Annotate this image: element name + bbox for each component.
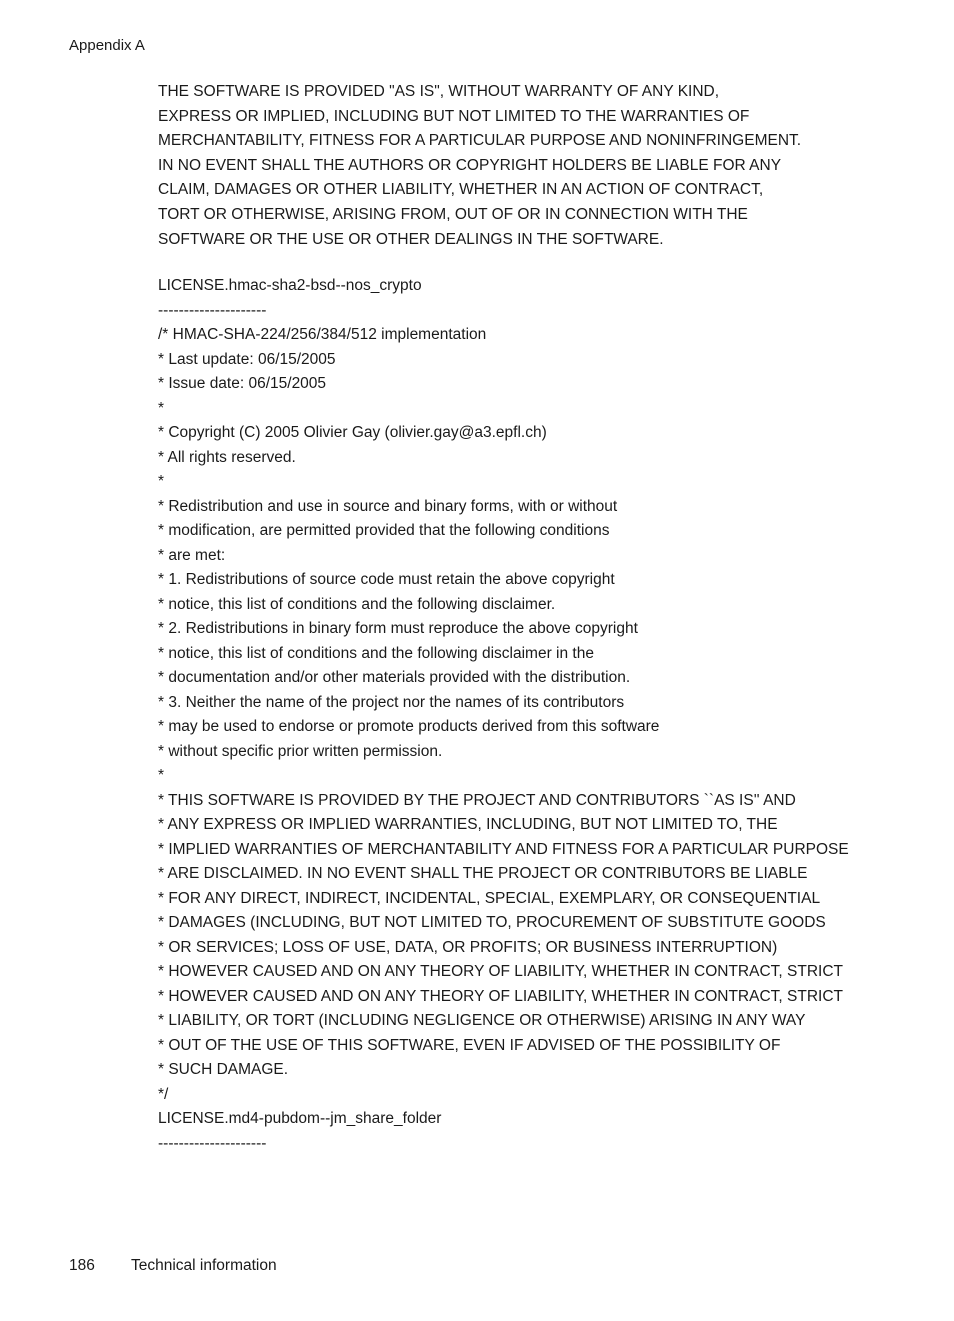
paragraph-line: EXPRESS OR IMPLIED, INCLUDING BUT NOT LIMITED TO THE WARRANTIES OF (158, 107, 750, 125)
text-line: * 1. Redistributions of source code must retain the above copyright (158, 571, 615, 588)
paragraph-line: THE SOFTWARE IS PROVIDED "AS IS", WITHOUT WARRANTY OF ANY KIND, (158, 83, 720, 100)
footer-title: Technical information (131, 1257, 277, 1274)
text-line: * HOWEVER CAUSED AND ON ANY THEORY OF LIABILITY, WHETHER IN CONTRACT, STRICT (158, 963, 843, 980)
license-title: LICENSE.md4-pubdom--jm_share_folder (158, 1110, 442, 1127)
text-line: * Redistribution and use in source and binary forms, with or without (158, 497, 618, 515)
text-line: * ANY EXPRESS OR IMPLIED WARRANTIES, INCLUDING, BUT NOT LIMITED TO, THE (158, 816, 778, 833)
text-line: * All rights reserved. (158, 448, 296, 466)
text-line: * ARE DISCLAIMED. IN NO EVENT SHALL THE PROJECT OR CONTRIBUTORS BE LIABLE (158, 865, 808, 882)
text-line: * (158, 473, 165, 490)
text-line: * Copyright (C) 2005 Olivier Gay (olivier.gay@a3.epfl.ch) (158, 424, 547, 441)
text-line: * may be used to endorse or promote products derived from this software (158, 718, 660, 735)
text-line: * Last update: 06/15/2005 (158, 350, 336, 368)
text-line: * are met: (158, 546, 226, 564)
running-header: Appendix A (69, 37, 145, 54)
text-line: * modification, are permitted provided that the following conditions (158, 522, 610, 539)
paragraph-line: IN NO EVENT SHALL THE AUTHORS OR COPYRIGHT HOLDERS BE LIABLE FOR ANY (158, 156, 782, 174)
text-line: * (158, 399, 165, 417)
text-line: * HOWEVER CAUSED AND ON ANY THEORY OF LIABILITY, WHETHER IN CONTRACT, STRICT (158, 987, 843, 1005)
paragraph-line: CLAIM, DAMAGES OR OTHER LIABILITY, WHETHER IN AN ACTION OF CONTRACT, (158, 181, 764, 199)
text-line: */ (158, 1085, 169, 1103)
text-line: /* HMAC-SHA-224/256/384/512 implementation (158, 326, 487, 343)
text-line: * without specific prior written permission. (158, 742, 443, 760)
text-line: * 2. Redistributions in binary form must reproduce the above copyright (158, 620, 638, 637)
text-line: * DAMAGES (INCLUDING, BUT NOT LIMITED TO, PROCUREMENT OF SUBSTITUTE GOODS (158, 914, 826, 931)
text-line: * notice, this list of conditions and the following disclaimer. (158, 595, 556, 613)
text-line: * SUCH DAMAGE. (158, 1061, 289, 1078)
paragraph-line: SOFTWARE OR THE USE OR OTHER DEALINGS IN THE SOFTWARE. (158, 230, 664, 248)
text-line: * LIABILITY, OR TORT (INCLUDING NEGLIGENCE OR OTHERWISE) ARISING IN ANY WAY (158, 1012, 806, 1029)
paragraph-line: TORT OR OTHERWISE, ARISING FROM, OUT OF OR IN CONNECTION WITH THE (158, 205, 748, 223)
paragraph-line: MERCHANTABILITY, FITNESS FOR A PARTICULAR PURPOSE AND NONINFRINGEMENT. (158, 132, 802, 150)
text-line: * OUT OF THE USE OF THIS SOFTWARE, EVEN IF ADVISED OF THE POSSIBILITY OF (158, 1036, 781, 1054)
text-line: * documentation and/or other materials provided with the distribution. (158, 669, 631, 686)
separator-line: --------------------- (158, 1134, 267, 1152)
page-number: 186 (69, 1257, 95, 1274)
text-line: * notice, this list of conditions and the following disclaimer in the (158, 644, 594, 662)
text-line: * FOR ANY DIRECT, INDIRECT, INCIDENTAL, SPECIAL, EXEMPLARY, OR CONSEQUENTIAL (158, 889, 821, 907)
separator-line: --------------------- (158, 301, 267, 319)
text-line: * THIS SOFTWARE IS PROVIDED BY THE PROJECT AND CONTRIBUTORS ``AS IS'' AND (158, 791, 796, 809)
license-title: LICENSE.hmac-sha2-bsd--nos_crypto (158, 277, 422, 294)
text-line: * OR SERVICES; LOSS OF USE, DATA, OR PROFITS; OR BUSINESS INTERRUPTION) (158, 938, 778, 956)
license-text-block (158, 276, 878, 1158)
text-line: * Issue date: 06/15/2005 (158, 375, 327, 392)
text-line: * (158, 767, 165, 784)
text-line: * 3. Neither the name of the project nor the names of its contributors (158, 693, 625, 711)
license-paragraph (158, 80, 878, 252)
text-line: * IMPLIED WARRANTIES OF MERCHANTABILITY AND FITNESS FOR A PARTICULAR PURPOSE (158, 840, 849, 858)
